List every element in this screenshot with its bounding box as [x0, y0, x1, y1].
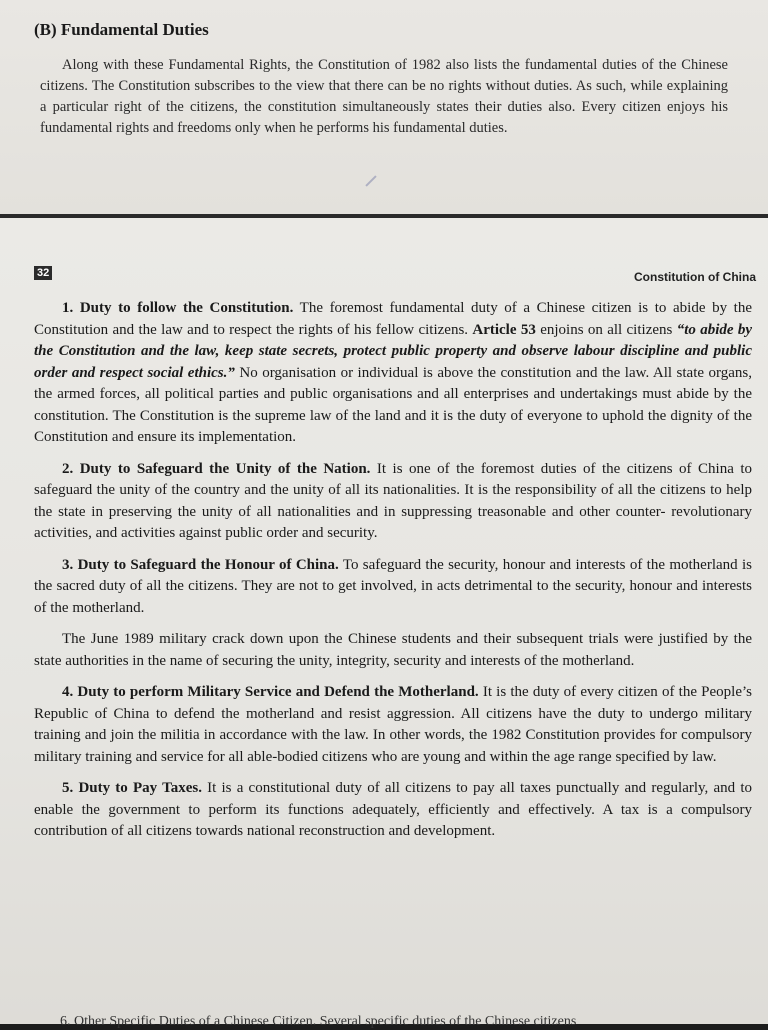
- pen-mark: [365, 175, 376, 186]
- duty-5-text: It is a constitutional duty of all citizens to pay all taxes punctually and regularly, and to enable the government to perform its functions adequately, efficiently and effectively. A tax is a compulsory contribution of all citizens towards national reconstruction and development.: [34, 780, 752, 839]
- duty-5-paragraph: [34, 778, 752, 843]
- duty-4-paragraph: [34, 682, 752, 768]
- previous-page: [0, 0, 768, 214]
- duty-1-quote: “to abide by the Constitution and the law, keep state secrets, protect public property and observe labour discipline and public order and respect social ethics.”: [34, 321, 753, 381]
- duty-1-text-b: enjoins on all citizens: [535, 321, 677, 338]
- body-text: [34, 298, 752, 853]
- duty-1-paragraph: [34, 298, 752, 449]
- main-page: [0, 218, 768, 1029]
- duty-2-title: 2. Duty to Safeguard the Unity of the Nation.: [62, 460, 371, 477]
- duty-1-article: Article 53: [472, 321, 536, 338]
- duty-3-paragraph: [34, 555, 752, 620]
- duty-1-title: 1. Duty to follow the Constitution.: [62, 300, 294, 316]
- duty-2-paragraph: [34, 459, 752, 545]
- duty-3-title: 3. Duty to Safeguard the Honour of China.: [62, 556, 339, 573]
- duty-3-text: To safeguard the security, honour and interests of the motherland is the sacred duty of all the citizens. They are not to get involved, in acts detrimental to the security, honour and interests of the motherland.: [34, 556, 752, 616]
- cutoff-line: 6. Other Specific Duties of a Chinese Citizen. Several specific duties of the Chinese citizens: [60, 1014, 577, 1029]
- section-heading: (B) Fundamental Duties: [34, 20, 209, 39]
- duty-5-title: 5. Duty to Pay Taxes.: [62, 780, 202, 796]
- duty-1-text-c: No organisation or individual is above the constitution and the law. All state organs, the armed forces, all political parties and public organisations and all enterprises and undertakings must abide by the constitution. The Constitution is the supreme law of the land and it is the duty of everyone to uphold the dignity of the Constitution and ensure its implementation.: [34, 364, 752, 445]
- intro-paragraph: Along with these Fundamental Rights, the Constitution of 1982 also lists the fundamental duties of the Chinese citizens. The Constitution subscribes to the view that there can be no rights without duties. As such, while explaining a particular right of the citizens, the constitution simultaneously states their duties also. Every citizen enjoys his fundamental rights and freedoms only when he performs his fundamental duties.: [40, 57, 728, 136]
- duty-1-text-a: The foremost fundamental duty of a Chinese citizen is to abide by the Constitution and the law and to respect the rights of his fellow citizens.: [34, 300, 753, 338]
- page-number: 32: [34, 266, 52, 280]
- running-head: Constitution of China: [634, 270, 756, 284]
- duty-2-text: It is one of the foremost duties of the citizens of China to safeguard the unity of the country and the unity of all its nationalities. It is the responsibility of all the citizens to help the state in preserving the unity of all nationalities and in suppressing treasonable and other counter- revolutionary activities, and activities against public order and security.: [34, 460, 752, 541]
- duty-4-text: It is the duty of every citizen of the People’s Republic of China to defend the motherland and resist aggression. All citizens have the duty to undergo military training and join the militia in accordance with the law. In other words, the 1982 Constitution provides for compulsory military training and service for all able-bodied citizens who are young and within the age range specified by law.: [34, 684, 752, 765]
- duty-4-title: 4. Duty to perform Military Service and Defend the Motherland.: [62, 684, 479, 700]
- june-1989-paragraph: The June 1989 military crack down upon the Chinese students and their subsequent trials were justified by the state authorities in the name of securing the unity, integrity, security and interests of the motherland.: [34, 631, 752, 669]
